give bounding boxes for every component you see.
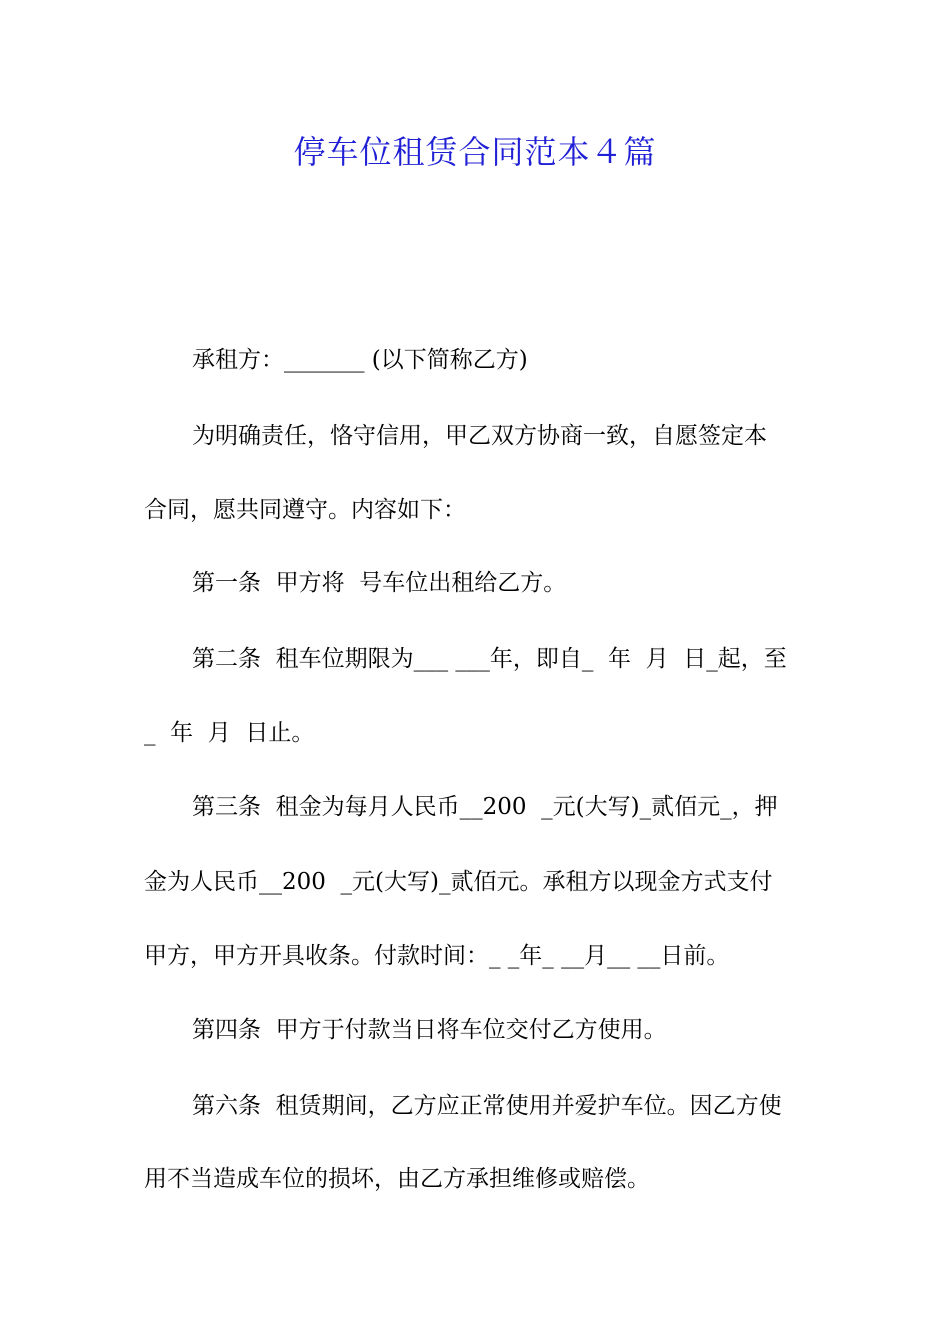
text-line-intro-1: 为明确责任，恪守信用，甲乙双方协商一致，自愿签定本 [192,423,767,449]
text-line-article-6b: 用不当造成车位的损坏，由乙方承担维修或赔偿。 [144,1166,650,1192]
text-line-article-3a: 第三条 租金为每月人民币__200 _元(大写)_贰佰元_，押 [192,794,778,820]
text-line-tenant: 承租方：_______ (以下简称乙方) [192,347,528,373]
text-line-article-4: 第四条 甲方于付款当日将车位交付乙方使用。 [192,1017,667,1043]
text-line-article-2b: _ 年 月 日止。 [144,720,315,746]
text-line-intro-2: 合同，愿共同遵守。内容如下： [144,497,466,523]
text-line-article-2a: 第二条 租车位期限为___ ___年，即自_ 年 月 日_起，至 [192,646,787,672]
text-line-article-1: 第一条 甲方将 号车位出租给乙方。 [192,570,567,596]
text-line-article-3c: 甲方，甲方开具收条。付款时间：_ _年_ __月__ __日前。 [144,943,730,969]
text-line-article-6a: 第六条 租赁期间，乙方应正常使用并爱护车位。因乙方使 [192,1093,782,1119]
text-line-article-3b: 金为人民币__200 _元(大写)_贰佰元。承租方以现金方式支付 [144,869,773,895]
document-title: 停车位租赁合同范本４篇 [293,133,657,171]
